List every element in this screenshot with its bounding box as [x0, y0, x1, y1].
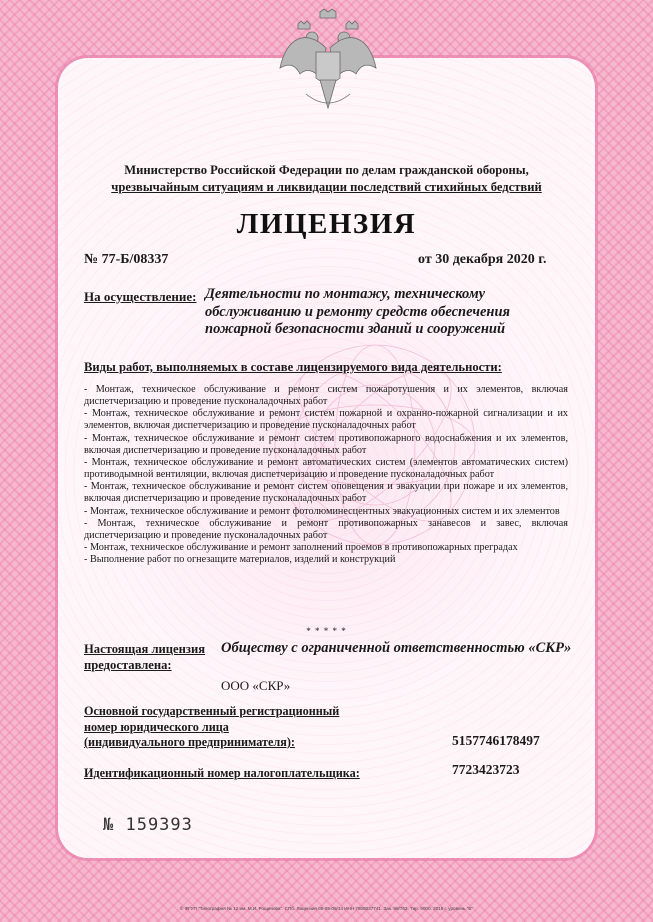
- ministry-name: [60, 162, 593, 196]
- ogrn-value: 5157746178497: [452, 733, 540, 748]
- ministry-line-2: чрезвычайным ситуациям и ликвидации последствий стихийных бедствий: [111, 180, 542, 194]
- work-item: - Монтаж, техническое обслуживание и ремонт противопожарных занавесов и завес, включая диспетчеризацию и проведение пусконаладочных работ: [84, 517, 568, 541]
- ogrn-label-line: номер юридического лица: [84, 719, 229, 734]
- ogrn-label-line: (индивидуального предпринимателя):: [84, 735, 295, 749]
- work-item: - Монтаж, техническое обслуживание и ремонт автоматических систем (элементов автоматических систем) противодымной вентиляции, включая диспетчеризацию и проведение пусконаладочных работ: [84, 456, 568, 481]
- blank-serial-number: № 159393: [103, 815, 193, 835]
- section-separator: * * * * *: [306, 626, 347, 636]
- ministry-line-1: Министерство Российской Федерации по делам гражданской обороны,: [124, 163, 529, 177]
- inn-value: 7723423723: [452, 762, 520, 777]
- ogrn-label: [84, 704, 339, 751]
- granted-label-line: Настоящая лицензия: [84, 642, 206, 656]
- work-item: - Выполнение работ по огнезащите материалов, изделий и конструкций: [84, 554, 396, 566]
- granted-label: [84, 641, 205, 673]
- activity-line: пожарной безопасности зданий и сооружений: [205, 321, 506, 337]
- work-item: - Монтаж, техническое обслуживание и ремонт систем пожаротушения и их элементов, включая диспетчеризацию и проведение пусконаладочных работ: [84, 384, 568, 408]
- license-number: № 77-Б/08337: [84, 252, 169, 267]
- activity-line: обслуживанию и ремонту средств обеспечения: [205, 303, 510, 320]
- work-item: - Монтаж, техническое обслуживание и ремонт фотолюминесцентных эвакуационных систем и их элементов: [84, 505, 560, 517]
- works-header: Виды работ, выполняемых в составе лицензируемого вида деятельности:: [84, 360, 502, 374]
- activity-label: На осуществление:: [84, 289, 197, 304]
- licensee-short-name: ООО «СКР»: [221, 678, 291, 693]
- activity-description: [205, 286, 585, 339]
- licensee-full-name: Обществу с ограниченной ответственностью «СКР»: [221, 640, 572, 656]
- document-title: ЛИЦЕНЗИЯ: [236, 208, 417, 240]
- work-item: - Монтаж, техническое обслуживание и ремонт систем противопожарного водоснабжения и их элементов, включая диспетчеризацию и проведение пусконаладочных работ: [84, 432, 568, 456]
- inn-label: Идентификационный номер налогоплательщика:: [84, 766, 360, 780]
- work-item: - Монтаж, техническое обслуживание и ремонт систем оповещения и эвакуации при пожаре и их элементов, включая диспетчеризацию и проведение пусконаладочных работ: [84, 481, 568, 505]
- work-item: - Монтаж, техническое обслуживание и ремонт заполнений проемов в противопожарных преградах: [84, 542, 518, 554]
- works-list: [84, 384, 568, 566]
- work-item: - Монтаж, техническое обслуживание и ремонт систем пожарной и охранно-пожарной сигнализации и их элементов, включая диспетчеризацию и проведение пусконаладочных работ: [84, 408, 568, 432]
- coat-of-arms-emblem-icon: [276, 8, 380, 114]
- ogrn-label-line: Основной государственный регистрационный: [84, 704, 340, 718]
- granted-label-line: предоставлена:: [84, 658, 172, 672]
- license-date: от 30 декабря 2020 г.: [418, 252, 547, 267]
- printer-imprint: © ФГУП "Типография № 12 им. М.И. Рощинова". СПб. Лицензия 05-05-09/14 ИНН 7808037741. Зак. 98/763. Тир. 9000. 2018 г. уровень "Б": [179, 906, 474, 911]
- activity-line: Деятельности по монтажу, техническому: [205, 286, 486, 302]
